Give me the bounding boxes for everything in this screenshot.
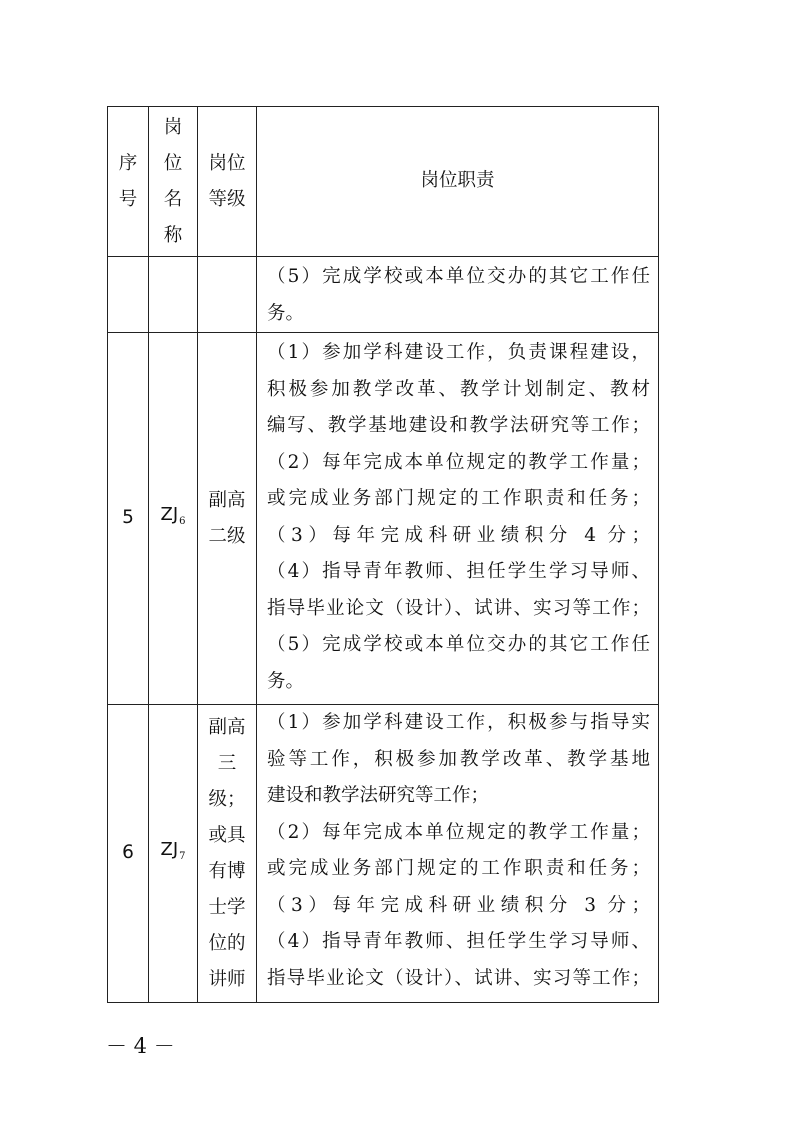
header-char: 序 — [118, 152, 138, 174]
post-code-cell — [149, 333, 198, 705]
duty-line: （1）参加学科建设工作，负责课程建设， — [267, 342, 650, 363]
duty-line: （3）每年完成科研业绩积分 4 分； — [267, 524, 650, 546]
duty-line: 编写、教学基地建设和教学法研究等工作； — [267, 415, 650, 436]
duties-cell — [257, 333, 659, 705]
seq-cell: 6 — [108, 705, 149, 1003]
post-level-line: 有博 — [208, 860, 246, 882]
duty-line: 积极参加教学改革、教学计划制定、教材 — [267, 378, 650, 400]
duty-line: （2）每年完成本单位规定的教学工作量； — [267, 451, 650, 473]
duties-cell — [257, 257, 659, 333]
header-post-name — [149, 107, 198, 257]
seq-cell — [108, 257, 149, 333]
post-level-line: 三 — [217, 752, 237, 774]
header-char: 岗 — [163, 116, 183, 138]
duty-line: 务。 — [267, 302, 305, 324]
seq-cell: 5 — [108, 333, 149, 705]
duty-line: 务。 — [267, 670, 305, 692]
duty-line: （4）指导青年教师、担任学生学习导师、 — [267, 931, 650, 952]
post-level-cell — [198, 333, 257, 705]
duty-line: （1）参加学科建设工作，积极参与指导实 — [267, 712, 650, 733]
duty-line: 或完成业务部门规定的工作职责和任务； — [267, 858, 650, 879]
table-row — [108, 257, 659, 333]
header-char: 位 — [163, 152, 183, 174]
post-level-cell — [198, 257, 257, 333]
post-level-line: 位的 — [208, 932, 246, 954]
post-level-line: 级； — [208, 788, 246, 810]
post-code-cell — [149, 257, 198, 333]
post-level-line: 士学 — [208, 896, 246, 918]
post-code-subscript: 6 — [179, 515, 186, 527]
duties-table — [107, 106, 659, 1003]
table-row — [108, 333, 659, 705]
header-row — [108, 107, 659, 257]
duty-line: 或完成业务部门规定的工作职责和任务； — [267, 488, 650, 509]
header-char: 称 — [163, 224, 183, 246]
header-char: 名 — [163, 188, 183, 210]
header-duties: 岗位职责 — [257, 107, 659, 257]
header-char: 岗位 — [208, 152, 246, 174]
duty-line: （2）每年完成本单位规定的教学工作量； — [267, 821, 650, 843]
header-seq — [108, 107, 149, 257]
post-level-line: 讲师 — [208, 968, 246, 990]
post-code-subscript: 7 — [179, 850, 186, 862]
post-code: ZJ — [160, 503, 179, 525]
header-char: 等级 — [208, 188, 246, 210]
duty-line: （4）指导青年教师、担任学生学习导师、 — [267, 561, 650, 582]
duty-line: （3）每年完成科研业绩积分 3 分； — [267, 894, 650, 916]
header-post-level — [198, 107, 257, 257]
post-level-line: 或具 — [208, 824, 246, 846]
table-body — [108, 107, 659, 1003]
post-code: ZJ — [160, 838, 179, 860]
duty-line: （5）完成学校或本单位交办的其它工作任 — [267, 634, 650, 655]
duty-line: （5）完成学校或本单位交办的其它工作任 — [267, 266, 650, 287]
page-number: － 4 － — [106, 1034, 175, 1058]
post-level-line: 副高 — [208, 489, 246, 511]
table-row — [108, 705, 659, 1003]
post-level-line: 二级 — [208, 525, 246, 547]
duty-line: 建设和教学法研究等工作； — [267, 785, 490, 806]
duties-cell — [257, 705, 659, 1003]
duty-line: 指导毕业论文（设计）、试讲、实习等工作； — [267, 597, 650, 619]
post-level-cell — [198, 705, 257, 1003]
post-level-line: 副高 — [208, 716, 246, 738]
header-char: 号 — [118, 188, 138, 210]
post-code-cell — [149, 705, 198, 1003]
duty-line: 验等工作，积极参加教学改革、教学基地 — [267, 748, 650, 770]
duty-line: 指导毕业论文（设计）、试讲、实习等工作； — [267, 967, 650, 989]
